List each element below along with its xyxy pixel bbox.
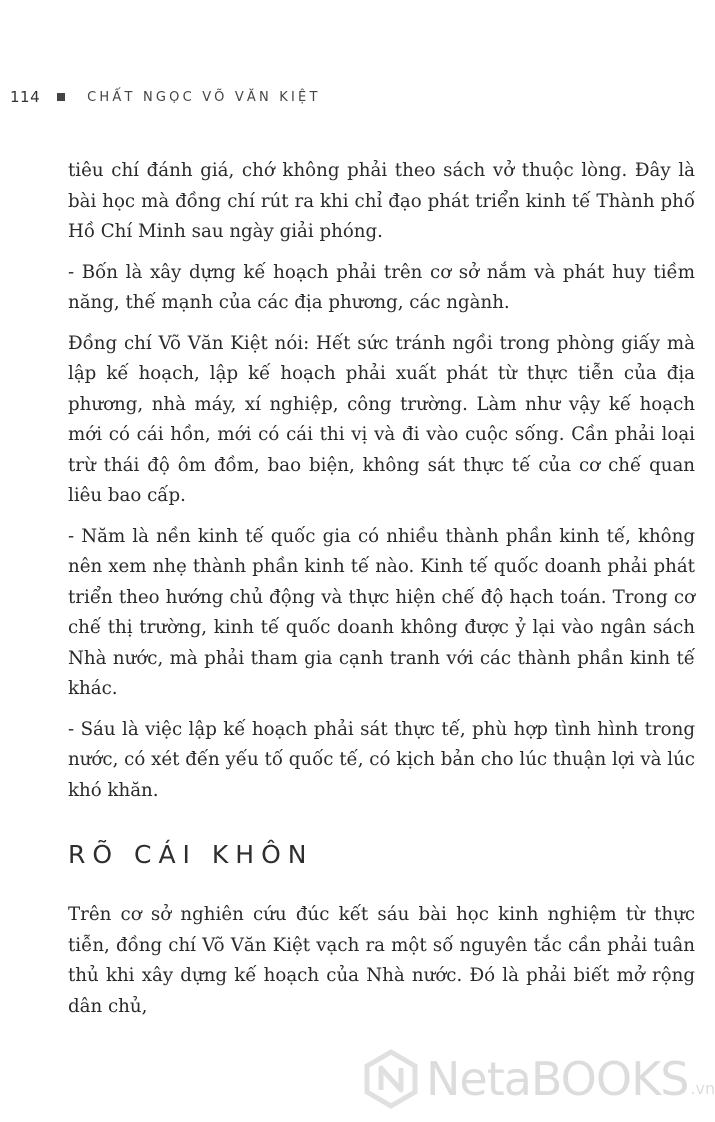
section-heading: RÕ CÁI KHÔN <box>68 840 314 869</box>
page-header <box>10 86 321 108</box>
section <box>68 838 695 1032</box>
page-number: 114 <box>10 88 41 106</box>
running-title: CHẤT NGỌC VÕ VĂN KIỆT <box>87 89 321 105</box>
paragraph: Đồng chí Võ Văn Kiệt nói: Hết sức tránh ngồi trong phòng giấy mà lập kế hoạch, lập kế hoạch phải xuất phát từ thực tiễn của địa phương, nhà máy, xí nghiệp, công trường. Làm như vậy kế hoạch mới có cái hồn, mới có cái thi vị và đi vào cuộc sống. Cần phải loại trừ thái độ ôm đồm, bao biện, không sát thực tế của cơ chế quan liêu bao cấp. <box>68 332 695 506</box>
header-square-icon <box>57 93 65 101</box>
watermark-brand: NetaBOOKS <box>426 1052 689 1106</box>
body-text <box>68 156 695 816</box>
watermark-suffix: .vn <box>690 1079 715 1098</box>
paragraph: tiêu chí đánh giá, chớ không phải theo sách vở thuộc lòng. Đây là bài học mà đồng chí rút ra khi chỉ đạo phát triển kinh tế Thành phố Hồ Chí Minh sau ngày giải phóng. <box>68 160 695 242</box>
paragraph: - Bốn là xây dựng kế hoạch phải trên cơ sở nắm và phát huy tiềm năng, thế mạnh của các địa phương, các ngành. <box>68 261 695 313</box>
section-paragraph: Trên cơ sở nghiên cứu đúc kết sáu bài học kinh nghiệm từ thực tiễn, đồng chí Võ Văn Kiệt vạch ra một số nguyên tắc cần phải tuân thủ khi xây dựng kế hoạch của Nhà nước. Đó là phải biết mở rộng dân chủ, <box>68 904 695 1017</box>
paragraph: - Sáu là việc lập kế hoạch phải sát thực tế, phù hợp tình hình trong nước, có xét đến yếu tố quốc tế, có kịch bản cho lúc thuận lợi và lúc khó khăn. <box>68 718 695 801</box>
netabooks-logo-icon <box>362 1050 420 1108</box>
paragraph: - Năm là nền kinh tế quốc gia có nhiều thành phần kinh tế, không nên xem nhẹ thành phần kinh tế nào. Kinh tế quốc doanh phải phát triển theo hướng chủ động và thực hiện chế độ hạch toán. Trong cơ chế thị trường, kinh tế quốc doanh không được ỷ lại vào ngân sách Nhà nước, mà phải tham gia cạnh tranh với các thành phần kinh tế khác. <box>68 525 695 699</box>
watermark <box>362 1050 715 1108</box>
